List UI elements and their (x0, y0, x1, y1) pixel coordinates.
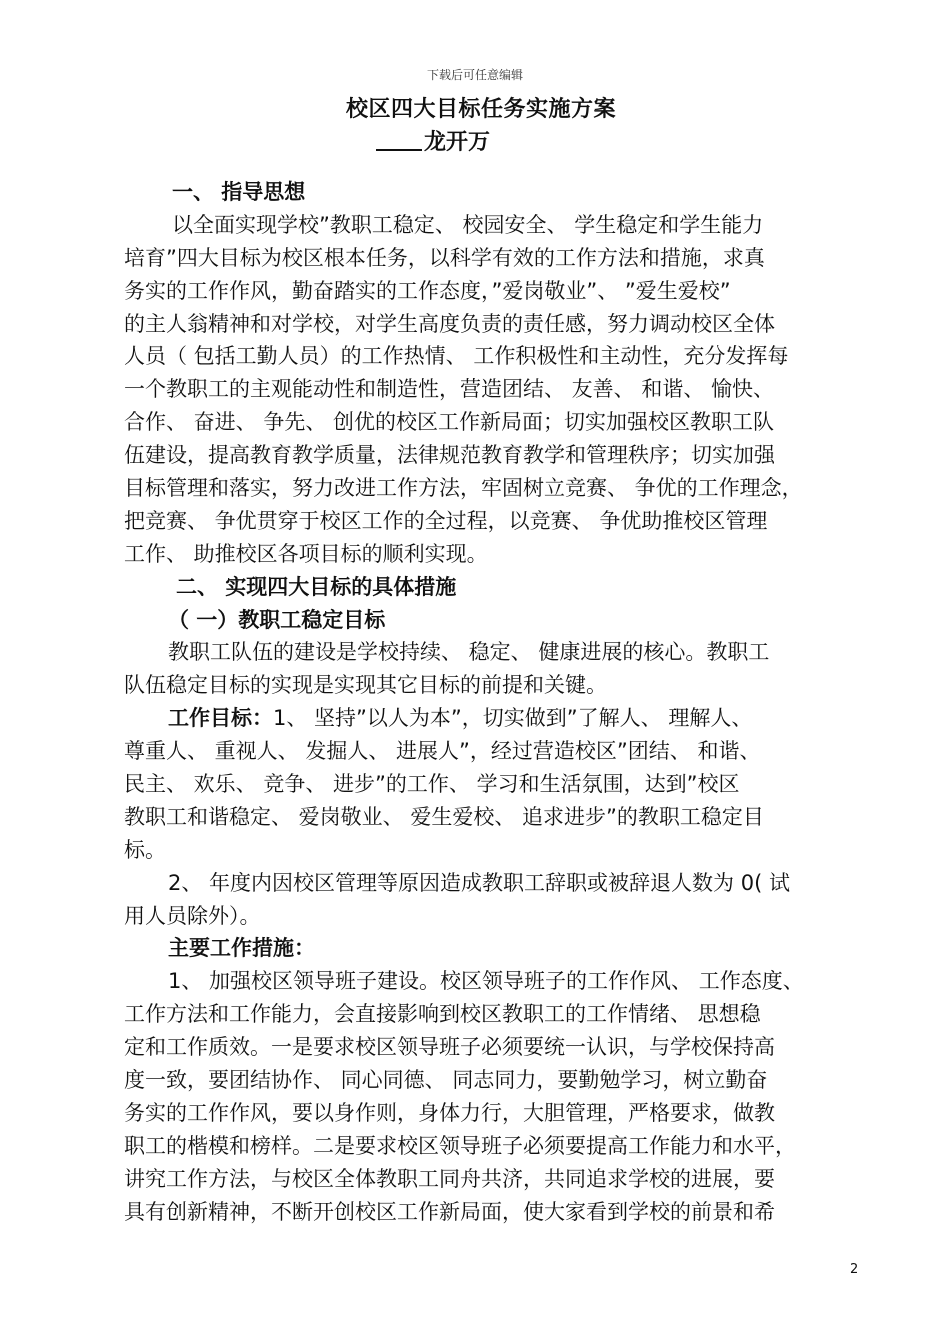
goal-label: 工作目标： (168, 706, 273, 731)
paragraph-line: 培育”四大目标为校区根本任务，以科学有效的工作方法和措施，求真 (124, 245, 765, 270)
paragraph-line: 1、 加强校区领导班子建设。校区领导班子的工作作风、 工作态度、 (168, 969, 804, 994)
paragraph-line: 把竞赛、 争优贯穿于校区工作的全过程，以竞赛、 争优助推校区管理 (124, 508, 768, 533)
page-number: 2 (850, 1262, 859, 1277)
paragraph-line: 2、 年度内因校区管理等原因造成教职工辞职或被辞退人数为 0( 试 (168, 870, 790, 895)
paragraph-line: 工作方法和工作能力，会直接影响到校区教职工的工作情绪、 思想稳 (124, 1002, 761, 1027)
paragraph-line: 目标管理和落实，努力改进工作方法，牢固树立竞赛、 争优的工作理念， (124, 476, 803, 501)
paragraph-line: 合作、 奋进、 争先、 创优的校区工作新局面；切实加强校区教职工队 (124, 410, 775, 435)
paragraph-line: 定和工作质效。一是要求校区领导班子必须要统一认识，与学校保持高 (124, 1035, 775, 1060)
paragraph-line: 用人员除外）。 (124, 903, 261, 928)
paragraph-line: 工作、 助推校区各项目标的顺利实现。 (124, 541, 488, 566)
goal-line (124, 702, 864, 735)
goal-text: 1、 坚持”以人为本”，切实做到”了解人、 理解人、 (273, 706, 753, 731)
paragraph-line: 职工的楷模和榜样。二是要求校区领导班子必须要提高工作能力和水平， (124, 1133, 796, 1158)
paragraph-line: 队伍稳定目标的实现是实现其它目标的前提和关键。 (124, 673, 607, 698)
paragraph-line: 人员（ 包括工勤人员）的工作热情、 工作积极性和主动性，充分发挥每 (124, 344, 789, 369)
paragraph-line: 一个教职工的主观能动性和制造性，营造团结、 友善、 和谐、 愉快、 (124, 377, 775, 402)
author-name: 龙开万 (424, 130, 491, 155)
document-body (124, 176, 864, 1229)
paragraph-line: 民主、 欢乐、 竞争、 进步”的工作、 学习和生活氛围，达到”校区 (124, 772, 740, 797)
author-line (376, 125, 490, 156)
subsection-heading: （ 一）教职工稳定目标 (168, 607, 386, 632)
document-title: 校区四大目标任务实施方案 (346, 97, 617, 122)
paragraph-line: 伍建设，提高教育教学质量，法律规范教育教学和管理秩序；切实加强 (124, 443, 775, 468)
paragraph-line: 度一致，要团结协作、 同心同德、 同志同力，要勤勉学习，树立勤奋 (124, 1068, 768, 1093)
paragraph-line: 标。 (124, 837, 166, 862)
paragraph-line: 尊重人、 重视人、 发掘人、 进展人”，经过营造校区”团结、 和谐、 (124, 739, 761, 764)
paragraph-line: 教职工和谐稳定、 爱岗敬业、 爱生爱校、 追求进步”的教职工稳定目 (124, 804, 764, 829)
paragraph-line: 教职工队伍的建设是学校持续、 稳定、 健康进展的核心。教职工 (168, 640, 770, 665)
paragraph-line: 以全面实现学校”教职工稳定、 校园安全、 学生稳定和学生能力 (172, 212, 764, 237)
signature-blank (376, 131, 422, 151)
section-heading-1: 一、 指导思想 (172, 180, 306, 204)
paragraph-line: 务实的工作作风，要以身作则，身体力行，大胆管理，严格要求，做教 (124, 1100, 775, 1125)
paragraph-line: 讲究工作方法，与校区全体教职工同舟共济，共同追求学校的进展，要 (124, 1166, 775, 1191)
paragraph-line: 的主人翁精神和对学校，对学生高度负责的责任感，努力调动校区全体 (124, 311, 775, 336)
header-note: 下载后可任意编辑 (426, 68, 523, 82)
paragraph-line: 具有创新精神，不断开创校区工作新局面，使大家看到学校的前景和希 (124, 1199, 775, 1224)
paragraph-line: 务实的工作作风，勤奋踏实的工作态度，”爱岗敬业”、 ”爱生爱校” (124, 278, 731, 303)
measures-label: 主要工作措施： (168, 936, 315, 961)
section-heading-2: 二、 实现四大目标的具体措施 (176, 574, 457, 599)
